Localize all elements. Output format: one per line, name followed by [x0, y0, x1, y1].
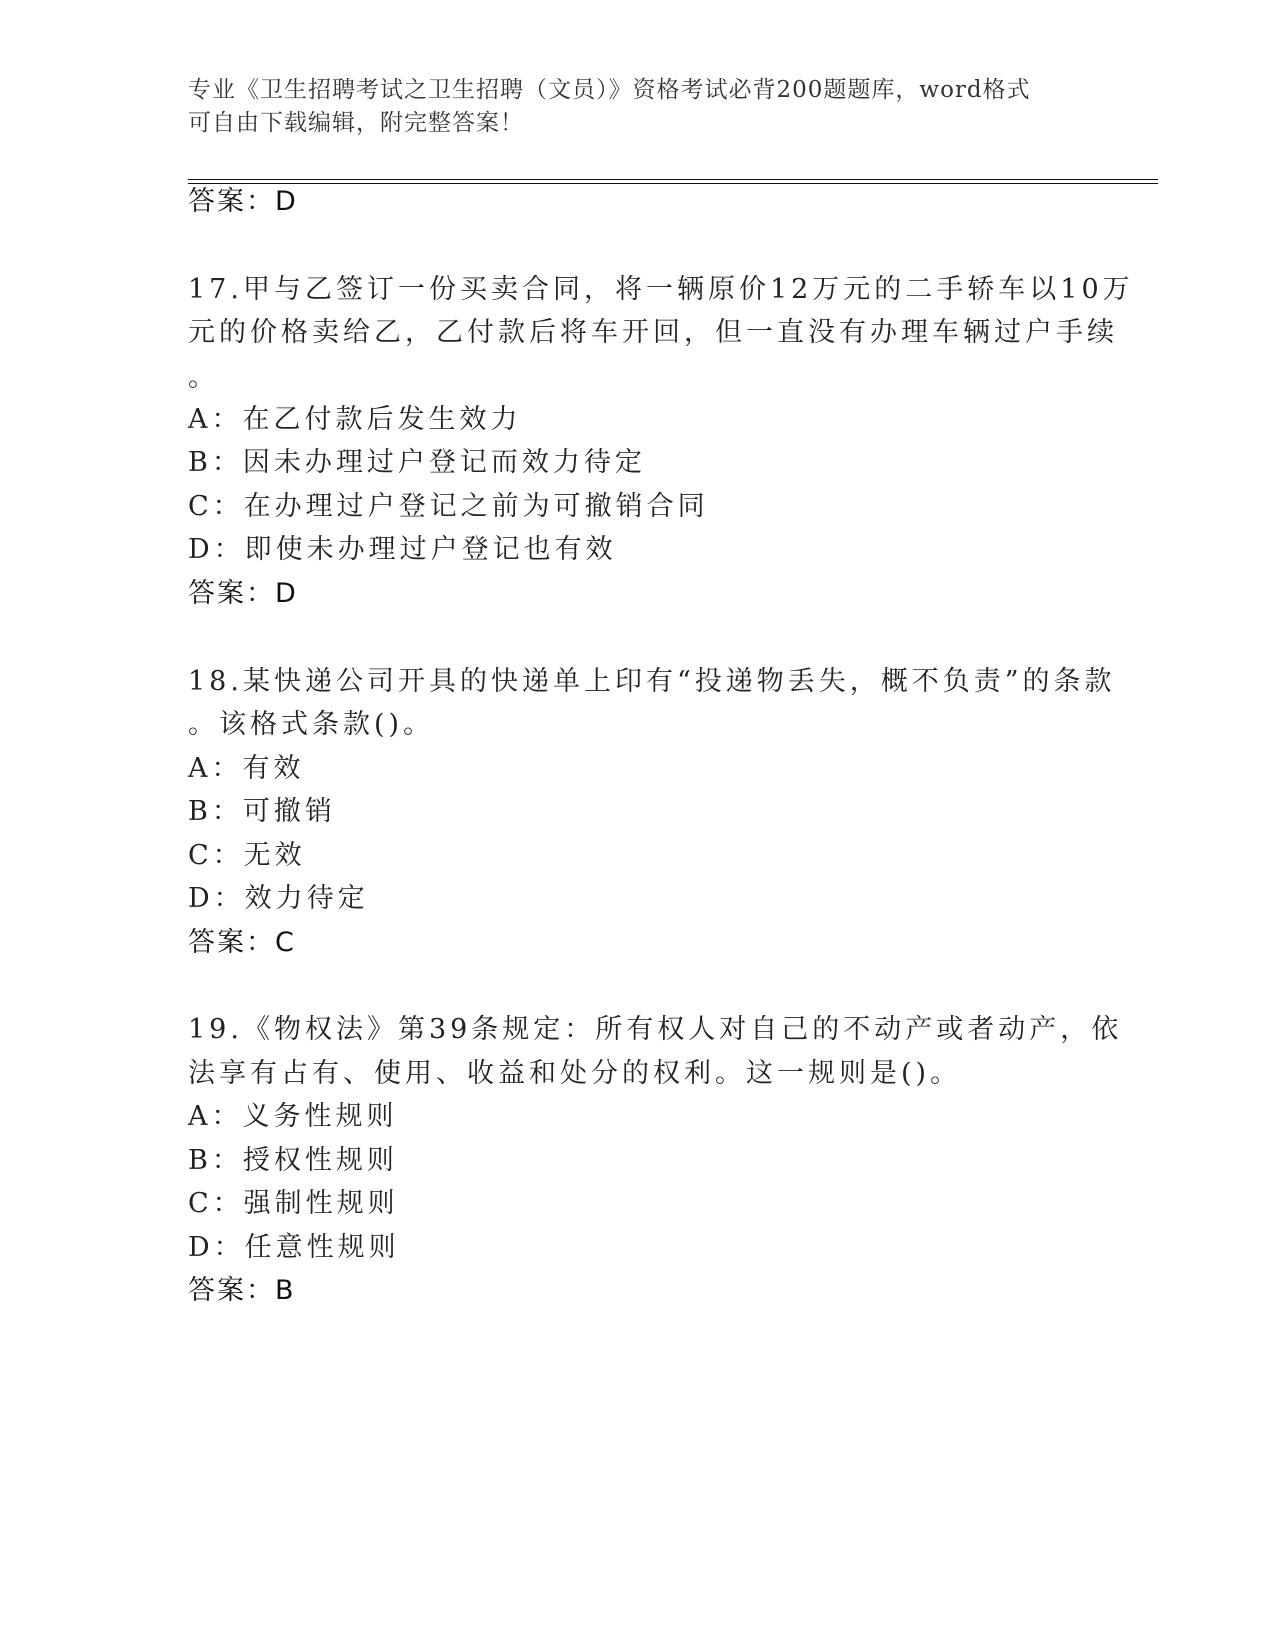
option-d: D：效力待定 [188, 883, 369, 914]
option-a: A：有效 [188, 753, 305, 784]
option-b: B：可撤销 [188, 796, 336, 827]
header-divider [188, 179, 1158, 184]
answer: 答案：D [188, 578, 298, 609]
option-b: B：因未办理过户登记而效力待定 [188, 447, 646, 478]
answer: 答案：B [188, 1275, 296, 1306]
header-line-1: 专业《卫生招聘考试之卫生招聘（文员）》资格考试必背200题题库，word格式 [188, 77, 1031, 103]
option-c: C：在办理过户登记之前为可撤销合同 [188, 491, 709, 522]
question-text-line: 。该格式条款()。 [188, 709, 435, 740]
answer: 答案：C [188, 927, 296, 958]
header-line-2: 可自由下载编辑，附完整答案！ [188, 110, 524, 136]
option-d: D：任意性规则 [188, 1232, 400, 1263]
option-c: C：无效 [188, 840, 306, 871]
document-header [188, 74, 1068, 140]
question-text-line: 元的价格卖给乙，乙付款后将车开回，但一直没有办理车辆过户手续 [188, 317, 1118, 348]
previous-answer: 答案：D [188, 186, 298, 217]
option-b: B：授权性规则 [188, 1145, 398, 1176]
option-c: C：强制性规则 [188, 1188, 399, 1219]
option-d: D：即使未办理过户登记也有效 [188, 534, 617, 565]
question-text-line: 。 [188, 362, 219, 393]
question-text-line: 19.《物权法》第39条规定：所有权人对自己的不动产或者动产，依 [188, 1014, 1123, 1045]
question-text-line: 法享有占有、使用、收益和处分的权利。这一规则是()。 [188, 1058, 962, 1089]
option-a: A：在乙付款后发生效力 [188, 404, 522, 435]
option-a: A：义务性规则 [188, 1101, 398, 1132]
question-text-line: 18.某快递公司开具的快递单上印有“投递物丢失，概不负责”的条款 [188, 666, 1116, 697]
question-text-line: 17.甲与乙签订一份买卖合同，将一辆原价12万元的二手轿车以10万 [188, 274, 1134, 305]
